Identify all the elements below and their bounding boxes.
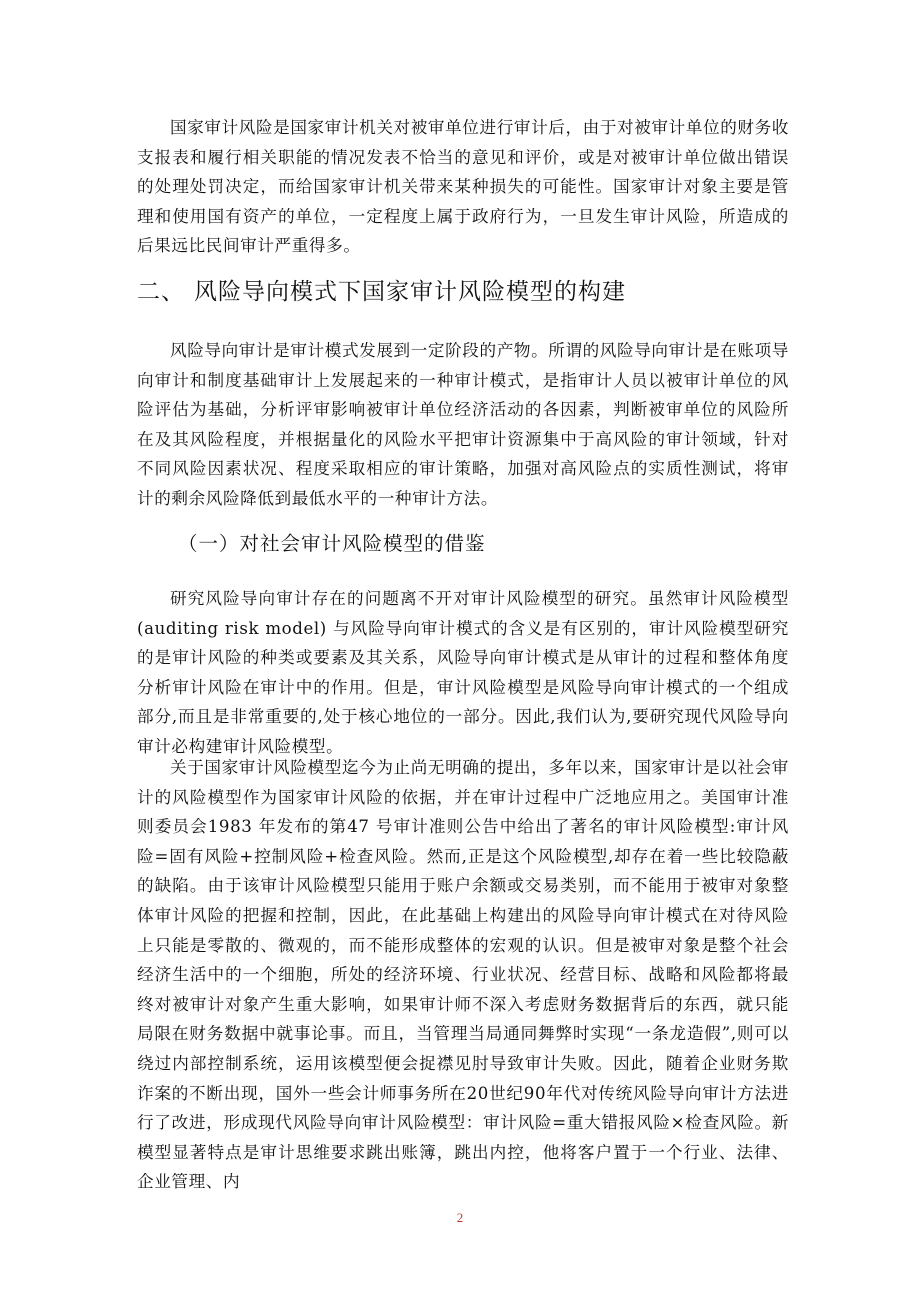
subsection-heading-1: （一）对社会审计风险模型的借鉴 — [178, 532, 486, 555]
paragraph-audit-risk-model-research: 研究风险导向审计存在的问题离不开对审计风险模型的研究。虽然审计风险模型(auditing risk model) 与风险导向审计模式的含义是有区别的，审计风险模型研究的是审计风险的种类或要素及其关系，风险导向审计模式是从审计的过程和整体角度分析审计风险在审计中的作用。但是，审计风险模型是风险导向审计模式的一个组成部分,而且是非常重要的,处于核心地位的一部分。因此,我们认为,要研究现代风险导向审计必构建审计风险模型。 — [137, 589, 789, 756]
section-title: 风险导向模式下国家审计风险模型的构建 — [194, 279, 626, 305]
section-number: 二、 — [137, 279, 185, 305]
paragraph-national-audit-risk-model: 关于国家审计风险模型迄今为止尚无明确的提出，多年以来，国家审计是以社会审计的风险模型作为国家审计风险的依据，并在审计过程中广泛地应用之。美国审计准则委员会1983 年发布的第47 号审计准则公告中给出了著名的审计风险模型:审计风险=固有风险+控制风险+检查风险。然而,正是这个风险模型,却存在着一些比较隐蔽的缺陷。由于该审计风险模型只能用于账户余额或交易类别，而不能用于被审对象整体审计风险的把握和控制，因此，在此基础上构建出的风险导向审计模式在对待风险上只能是零散的、微观的，而不能形成整体的宏观的认识。但是被审对象是整个社会经济生活中的一个细胞，所处的经济环境、行业状况、经营目标、战略和风险都将最终对被审计对象产生重大影响，如果审计师不深入考虑财务数据背后的东西，就只能局限在财务数据中就事论事。而且，当管理当局通同舞弊时实现“一条龙造假”,则可以绕过内部控制系统，运用该模型便会捉襟见肘导致审计失败。因此，随着企业财务欺诈案的不断出现，国外一些会计师事务所在20世纪90年代对传统风险导向审计方法进行了改进，形成现代风险导向审计风险模型：审计风险=重大错报风险×检查风险。新模型显著特点是审计思维要求跳出账簿，跳出内控，他将客户置于一个行业、法律、企业管理、内 — [137, 758, 789, 1192]
section-heading-2 — [137, 274, 626, 310]
page-number: 2 — [456, 1210, 464, 1225]
paragraph-risk-oriented-audit: 风险导向审计是审计模式发展到一定阶段的产物。所谓的风险导向审计是在账项导向审计和制度基础审计上发展起来的一种审计模式，是指审计人员以被审计单位的风险评估为基础，分析评审影响被审计单位经济活动的各因素，判断被审单位的风险所在及其风险程度，并根据量化的风险水平把审计资源集中于高风险的审计领域，针对不同风险因素状况、程度采取相应的审计策略，加强对高风险点的实质性测试，将审计的剩余风险降低到最低水平的一种审计方法。 — [137, 341, 789, 508]
paragraph-national-audit-risk-definition: 国家审计风险是国家审计机关对被审单位进行审计后，由于对被审计单位的财务收支报表和履行相关职能的情况发表不恰当的意见和评价，或是对被审计单位做出错误的处理处罚决定，而给国家审计机关带来某种损失的可能性。国家审计对象主要是管理和使用国有资产的单位，一定程度上属于政府行为，一旦发生审计风险，所造成的后果远比民间审计严重得多。 — [137, 118, 789, 256]
